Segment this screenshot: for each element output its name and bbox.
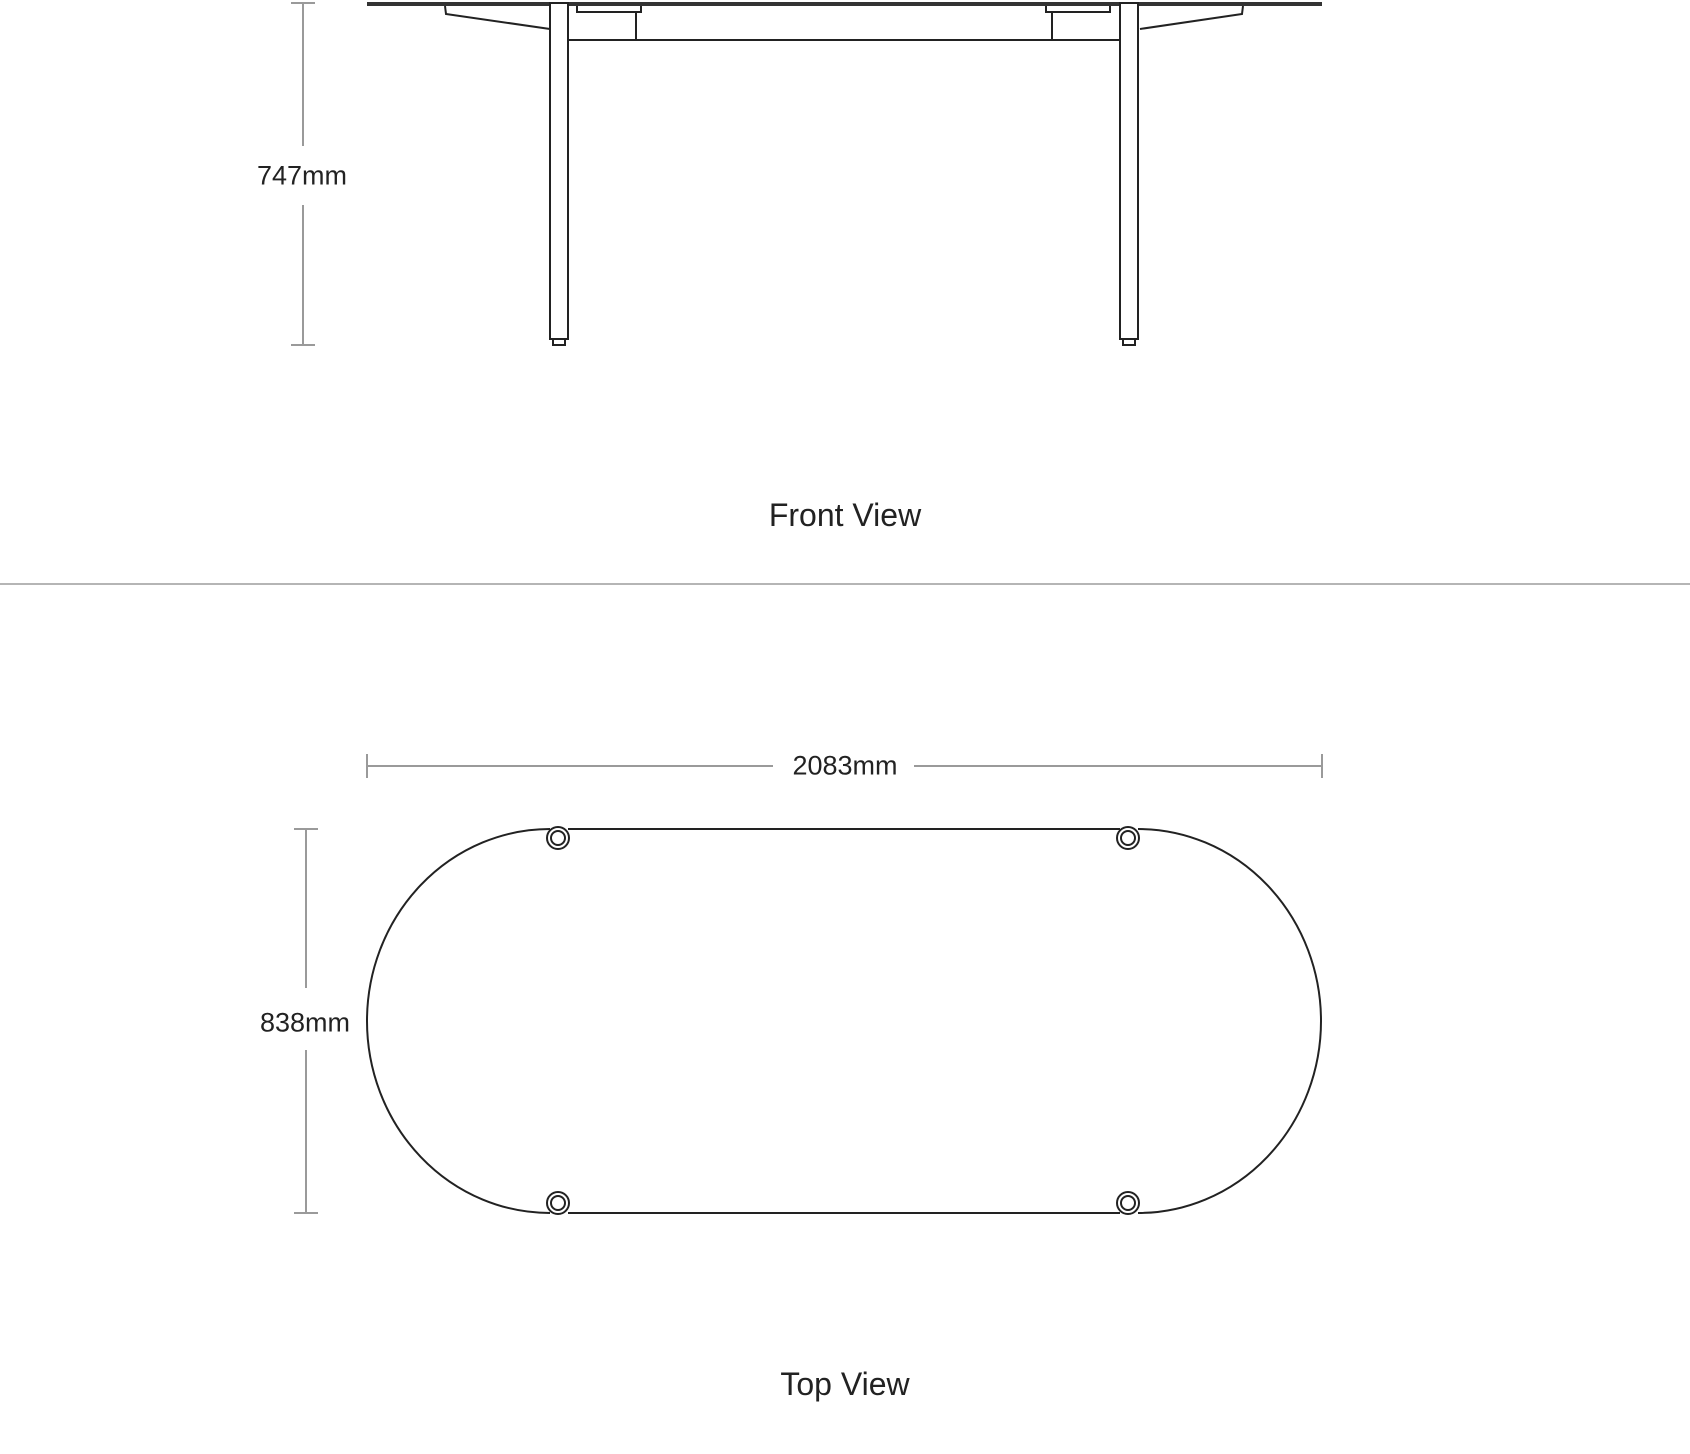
right-foot [1123, 339, 1135, 345]
width-dimension-label: 2083mm [786, 751, 903, 782]
left-bracket [577, 6, 641, 12]
height-dimension-label: 747mm [251, 161, 353, 192]
right-leg [1120, 3, 1138, 339]
leg-marker-top-right [1117, 827, 1139, 849]
leg-marker-bottom-left [547, 1192, 569, 1214]
top-view-title: Top View [780, 1366, 910, 1402]
depth-dimension-label: 838mm [254, 1008, 356, 1039]
left-support-arm [445, 6, 550, 29]
front-view-title: Front View [768, 497, 922, 533]
front-view-drawing [367, 3, 1322, 345]
left-foot [553, 339, 565, 345]
leg-marker-top-left [547, 827, 569, 849]
right-support-arm [1140, 6, 1243, 29]
left-leg [550, 3, 568, 339]
table-outline [367, 829, 1321, 1213]
leg-marker-bottom-right [1117, 1192, 1139, 1214]
right-bracket [1046, 6, 1110, 12]
top-view-drawing [367, 827, 1321, 1214]
